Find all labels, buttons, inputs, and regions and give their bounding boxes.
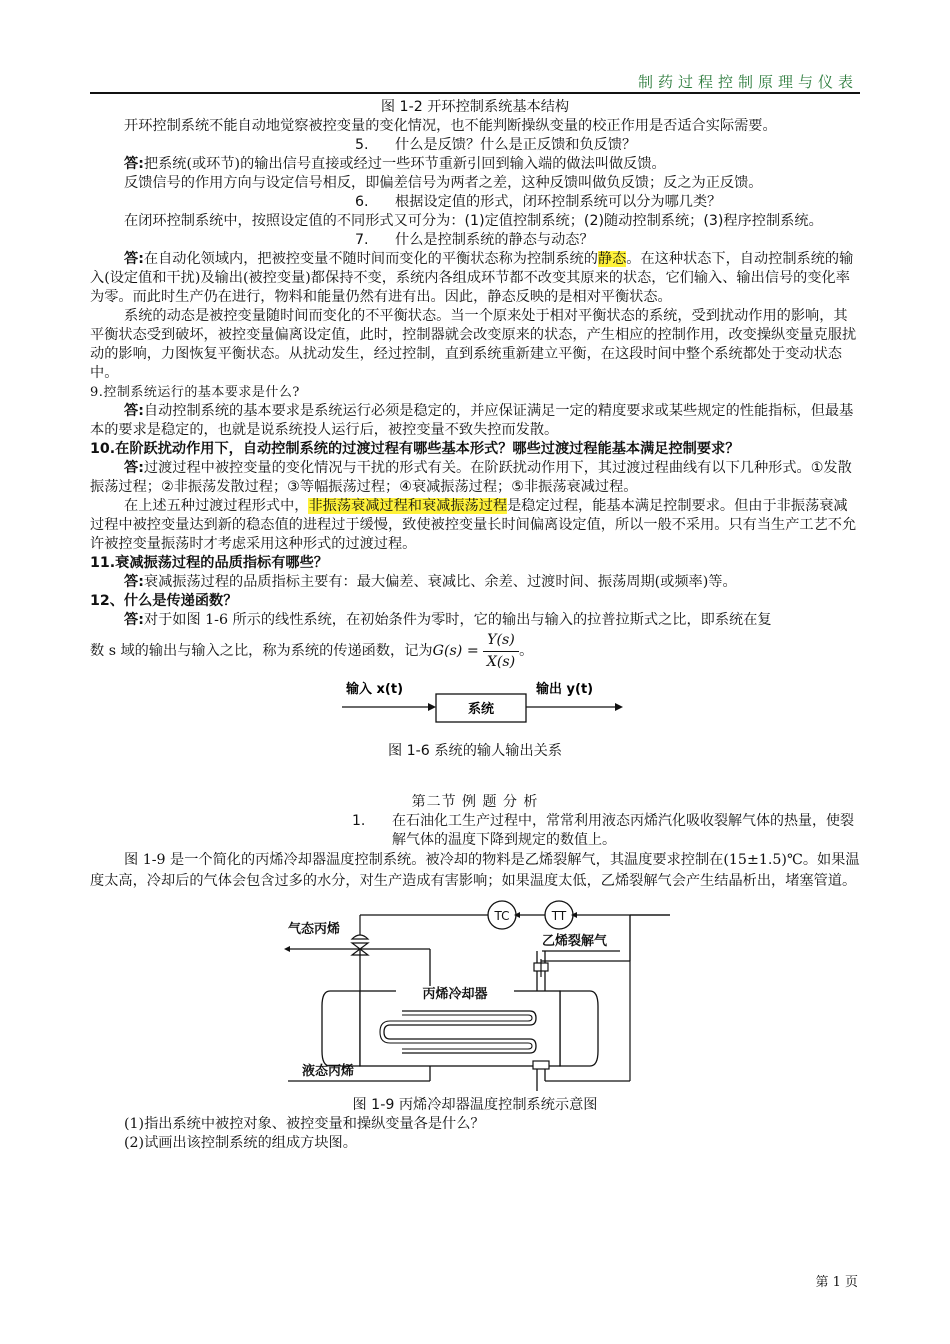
answer-label: 答: — [124, 251, 144, 267]
formula-line — [90, 630, 860, 672]
paragraph: 系统的动态是被控变量随时间而变化的不平衡状态。当一个原来处于相对平衡状态的系统，受到扰动作用的影响，其平衡状态受到破坏，被控变量偏离设定值，此时，控制器就会改变原来的状态，产生相应的控制作用，改变操纵变量克服扰动的影响，力图恢复平衡状态。从扰动发生，经过控制，直到系统重新建立平衡，在这段时间中整个系统都处于变动状态中。 — [90, 308, 857, 381]
figure-caption: 图 1-6 系统的输人输出关系 — [387, 743, 563, 759]
figure-caption: 图 1-9 丙烯冷却器温度控制系统示意图 — [352, 1097, 598, 1113]
cooler-diagram-svg — [90, 891, 860, 1096]
answer-list: (1)定值控制系统；(2)随动控制系统；(3)程序控制系统 — [464, 213, 809, 229]
io-system-label: 系统 — [467, 702, 495, 717]
io-output-label: 输出 y(t) — [536, 682, 594, 697]
paragraph: 图 1-9 是一个简化的丙烯冷却器温度控制系统。被冷却的物料是乙烯裂解气，其温度要求控制在(15±1.5)℃。如果温度太高，冷却后的气体会包含过多的水分，对生产造成有害影响；如果温度太低，乙烯裂解气会产生结晶析出，堵塞管道。 — [90, 852, 860, 889]
formula-denominator: X(s) — [486, 653, 516, 670]
tt-label: TT — [551, 909, 567, 923]
gas-propylene-label: 气态丙烯 — [288, 922, 341, 937]
list-item: (1)指出系统中被控对象、被控变量和操纵变量各是什么？ — [124, 1116, 485, 1132]
answer-text: 。 — [808, 213, 823, 229]
header-rule — [90, 92, 860, 94]
io-diagram-svg — [90, 672, 860, 742]
answer-label: 答: — [124, 574, 144, 590]
page-content — [90, 98, 860, 1153]
cracked-gas-label: 乙烯裂解气 — [542, 934, 608, 949]
figure-cooler-diagram — [90, 891, 860, 1096]
formula-numerator: Y(s) — [483, 631, 519, 652]
formula-lhs: G(s) = — [432, 642, 479, 659]
answer-text: 数 s 域的输出与输入之比，称为系统的传递函数，记为 — [90, 642, 433, 659]
tc-label: TC — [494, 909, 510, 923]
answer-text: 衰减振荡过程的品质指标主要有：最大偏差、衰减比、余差、过渡时间、振荡周期(或频率)等。 — [143, 574, 737, 590]
answer-paragraph — [90, 611, 860, 630]
answer-label: 答: — [124, 460, 144, 476]
question-heading — [90, 231, 860, 250]
flange-icon — [533, 1061, 549, 1069]
arrowhead-icon — [428, 703, 436, 711]
formula-end: 。 — [519, 642, 534, 659]
answer-label: 答: — [124, 156, 144, 172]
vessel-right-head — [560, 991, 598, 1066]
answer-text: 过渡过程中被控变量的变化情况与干扰的形式有关。在阶跃扰动作用下，其过渡过程曲线有以下几种形式。 — [143, 460, 811, 476]
question-text: 什么是反馈？什么是正反馈和负反馈？ — [395, 137, 637, 153]
io-input-label: 输入 x(t) — [346, 682, 404, 697]
paragraph: 反馈信号的作用方向与设定信号相反，即偏差信号为两者之差，这种反馈叫做负反馈；反之为正反馈。 — [124, 175, 763, 191]
answer-label: 答: — [124, 403, 144, 419]
question-number: 5. — [355, 137, 369, 153]
question-heading — [90, 136, 860, 155]
question-number: 6. — [355, 194, 369, 210]
figure-io-diagram — [90, 672, 860, 742]
section-title: 第二节 例 题 分 析 — [411, 794, 539, 810]
valve-actuator-icon — [352, 935, 368, 939]
running-header: 制药过程控制原理与仪表 — [637, 73, 858, 91]
list-item: (2)试画出该控制系统的组成方块图。 — [124, 1135, 357, 1151]
paragraph — [90, 117, 860, 136]
question-text: 在石油化工生产过程中，常常利用液态丙烯汽化吸收裂解气体的热量，使裂解气体的温度下降到规定的数值上。 — [392, 813, 854, 848]
spacer — [90, 761, 860, 793]
paragraph — [90, 497, 860, 554]
answer-paragraph — [90, 212, 860, 231]
figure-caption: 图 1-2 开环控制系统基本结构 — [380, 99, 570, 115]
paragraph-text: 在上述五种过渡过程形式中， — [124, 498, 309, 514]
answer-label: 答: — [124, 612, 144, 628]
arrowhead-icon — [284, 946, 290, 952]
question-number: 7. — [355, 232, 369, 248]
question-text: 根据设定值的形式，闭环控制系统可以分为哪几类？ — [395, 194, 722, 210]
formula-fraction — [483, 631, 519, 672]
highlighted-text: 非振荡衰减过程和衰减振荡过程 — [308, 498, 508, 514]
question-heading: 10.在阶跃扰动作用下，自动控制系统的过渡过程有哪些基本形式？哪些过渡过程能基本满足控制要求？ — [90, 441, 740, 457]
answer-paragraph — [90, 250, 860, 307]
question-number: 1. — [352, 813, 366, 829]
answer-paragraph — [90, 459, 860, 497]
question-heading — [90, 193, 860, 212]
answer-text: 把系统(或环节)的输出信号直接或经过一些环节重新引回到输入端的做法叫做反馈。 — [143, 156, 666, 172]
question-heading: 12、什么是传递函数？ — [90, 593, 238, 609]
cooler-label: 丙烯冷却器 — [422, 987, 488, 1002]
page-number: 第 1 页 — [815, 1275, 858, 1290]
answer-text: 在自动化领域内，把被控变量不随时间而变化的平衡状态称为控制系统的 — [143, 251, 598, 267]
answer-text: 在闭环控制系统中，按照设定值的不同形式又可分为： — [124, 213, 465, 229]
answer-text: 。在这种状态下，自动控制系统的输入(设定值和干扰)及输出(被控变量)都保持不变，系统内各组成环节都不改变其原来的状态，它们输入、输出信号的变化率为零。而此时生产仍在进行，物料和能量仍然有进有出。因此，静态反映的是相对平衡状态。 — [90, 251, 854, 305]
answer-paragraph — [90, 573, 860, 592]
paragraph-text: 是稳定过程，能基本满足控制要求。但由于非振荡衰减过程中被控变量达到新的稳态值的进程过于缓慢，致使被控变量长时间偏离设定值，所以一般不采用。只有当生产工艺不允许被控变量振荡时才考虑采用这种形式的过渡过程。 — [90, 498, 857, 552]
answer-text: 对于如图 1-6 所示的线性系统，在初始条件为零时，它的输出与输入的拉普拉斯式之比，即系统在复 — [143, 612, 772, 628]
arrowhead-icon — [615, 703, 623, 711]
question-heading: 9.控制系统运行的基本要求是什么? — [90, 385, 300, 400]
paragraph-text: 开环控制系统不能自动地觉察被控变量的变化情况，也不能判断操纵变量的校正作用是否适合实际需要。 — [124, 118, 777, 134]
answer-list: ①发散振荡过程；②非振荡发散过程；③等幅振荡过程；④衰减振荡过程；⑤非振荡衰减过程。 — [90, 460, 852, 495]
answer-paragraph — [90, 155, 860, 174]
answer-paragraph — [90, 402, 860, 440]
example-question — [90, 812, 860, 850]
question-heading: 11.衰减振荡过程的品质指标有哪些？ — [90, 555, 328, 571]
vessel-left-head — [322, 991, 360, 1066]
highlighted-text: 静态 — [597, 251, 627, 267]
answer-text: 自动控制系统的基本要求是系统运行必须是稳定的，并应保证满足一定的精度要求或某些规定的性能指标，但最基本的要求是稳定的，也就是说系统投人运行后，被控变量不致失控而发散。 — [90, 403, 854, 438]
question-text: 什么是控制系统的静态与动态？ — [395, 232, 594, 248]
vessel-shell — [360, 991, 560, 1066]
liquid-propylene-label: 液态丙烯 — [302, 1064, 355, 1079]
